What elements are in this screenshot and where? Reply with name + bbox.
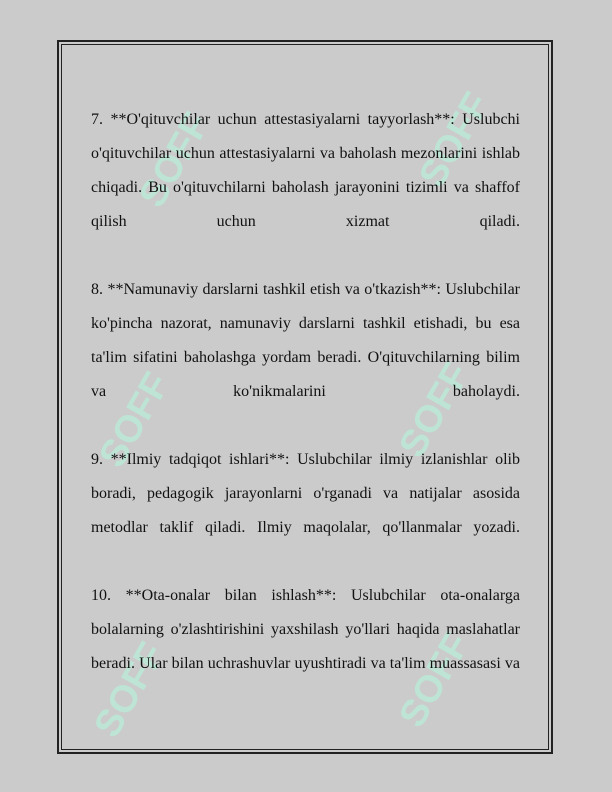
watermark-text: SOFF (91, 365, 179, 475)
paragraph-item-9: 9. **Ilmiy tadqiqot ishlari**: Uslubchilar ilmiy izlanishlar olib boradi, pedagogik jarayonlarni o'rganadi va natijalar asosida metodlar taklif qiladi. Ilmiy maqolalar, qo'llanmalar yozadi. (91, 451, 520, 536)
watermark-text: SOFF (86, 635, 174, 745)
paragraph-item-8: 8. **Namunaviy darslarni tashkil etish va o'tkazish**: Uslubchilar ko'pincha nazorat, namunaviy darslarni tashkil etishadi, bu esa ta'lim sifatini baholashga yordam beradi. O'qituvchilarning bilim va ko'nikmalarini baholaydi. (91, 281, 520, 400)
watermark-text: SOFF (391, 625, 479, 735)
watermark-text: SOFF (391, 355, 479, 465)
paragraph-item-7: 7. **O'qituvchilar uchun attestasiyalarni tayyorlash**: Uslubchi o'qituvchilar uchun attestasiyalarni va baholash mezonlarini ishlab chiqadi. Bu o'qituvchilarni baholash jarayonini tizimli va shaffof qilish uchun xizmat qiladi. (91, 111, 520, 230)
watermark-text: SOFF (411, 85, 499, 195)
document-body (91, 103, 520, 715)
watermark-text: SOFF (131, 105, 219, 215)
paragraph-item-10: 10. **Ota-onalar bilan ishlash**: Uslubchilar ota-onalarga bolalarning o'zlashtirishini yaxshilash yo'llari haqida maslahatlar beradi. Ular bilan uchrashuvlar uyushtiradi va ta'lim muassasasi va (91, 587, 520, 672)
